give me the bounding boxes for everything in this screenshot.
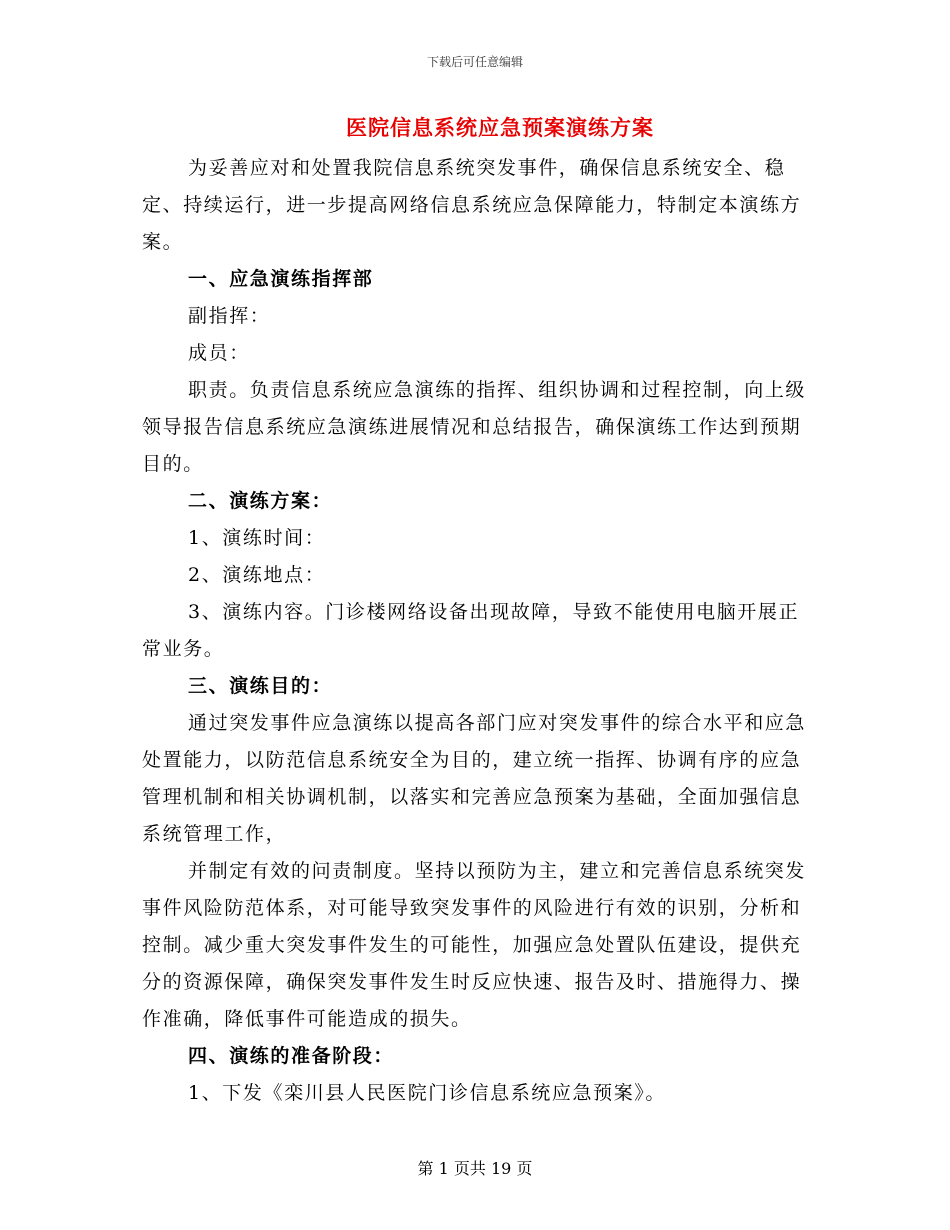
paragraph-drill-location: 2、演练地点： (188, 564, 326, 586)
paragraph-intro: 为妥善应对和处置我院信息系统突发事件，确保信息系统安全、稳定、持续运行，进一步提高网络信息系统应急保障能力，特制定本演练方案。 (142, 157, 802, 253)
section-heading-1: 一、应急演练指挥部 (188, 268, 374, 290)
paragraph-purpose-2: 并制定有效的问责制度。坚持以预防为主，建立和完善信息系统突发事件风险防范体系，对可能导致突发事件的风险进行有效的识别，分析和控制。减少重大突发事件发生的可能性，加强应急处置队伍建设，提供充分的资源保障，确保突发事件发生时反应快速、报告及时、措施得力、操作准确，降低事件可能造成的损失。 (142, 860, 807, 1030)
document-title: 医院信息系统应急预案演练方案 (346, 115, 654, 140)
section-heading-3: 三、演练目的： (188, 675, 333, 697)
page-footer: 第 1 页共 19 页 (417, 1159, 533, 1178)
paragraph-preparation-1: 1、下发《栾川县人民医院门诊信息系统应急预案》。 (188, 1082, 666, 1104)
paragraph-drill-time: 1、演练时间： (188, 527, 326, 549)
document-body (142, 150, 812, 1112)
paragraph-deputy-commander: 副指挥： (188, 305, 271, 327)
paragraph-members: 成员： (188, 342, 250, 364)
section-heading-4: 四、演练的准备阶段： (188, 1045, 395, 1067)
paragraph-duties: 职责。负责信息系统应急演练的指挥、组织协调和过程控制，向上级领导报告信息系统应急演练进展情况和总结报告，确保演练工作达到预期目的。 (142, 379, 807, 475)
page-header: 下载后可任意编辑 (426, 55, 523, 69)
section-heading-2: 二、演练方案： (188, 490, 333, 512)
paragraph-drill-content: 3、演练内容。门诊楼网络设备出现故障，导致不能使用电脑开展正常业务。 (142, 601, 800, 660)
paragraph-purpose-1: 通过突发事件应急演练以提高各部门应对突发事件的综合水平和应急处置能力，以防范信息系统安全为目的，建立统一指挥、协调有序的应急管理机制和相关协调机制，以落实和完善应急预案为基础，全面加强信息系统管理工作， (142, 712, 807, 845)
